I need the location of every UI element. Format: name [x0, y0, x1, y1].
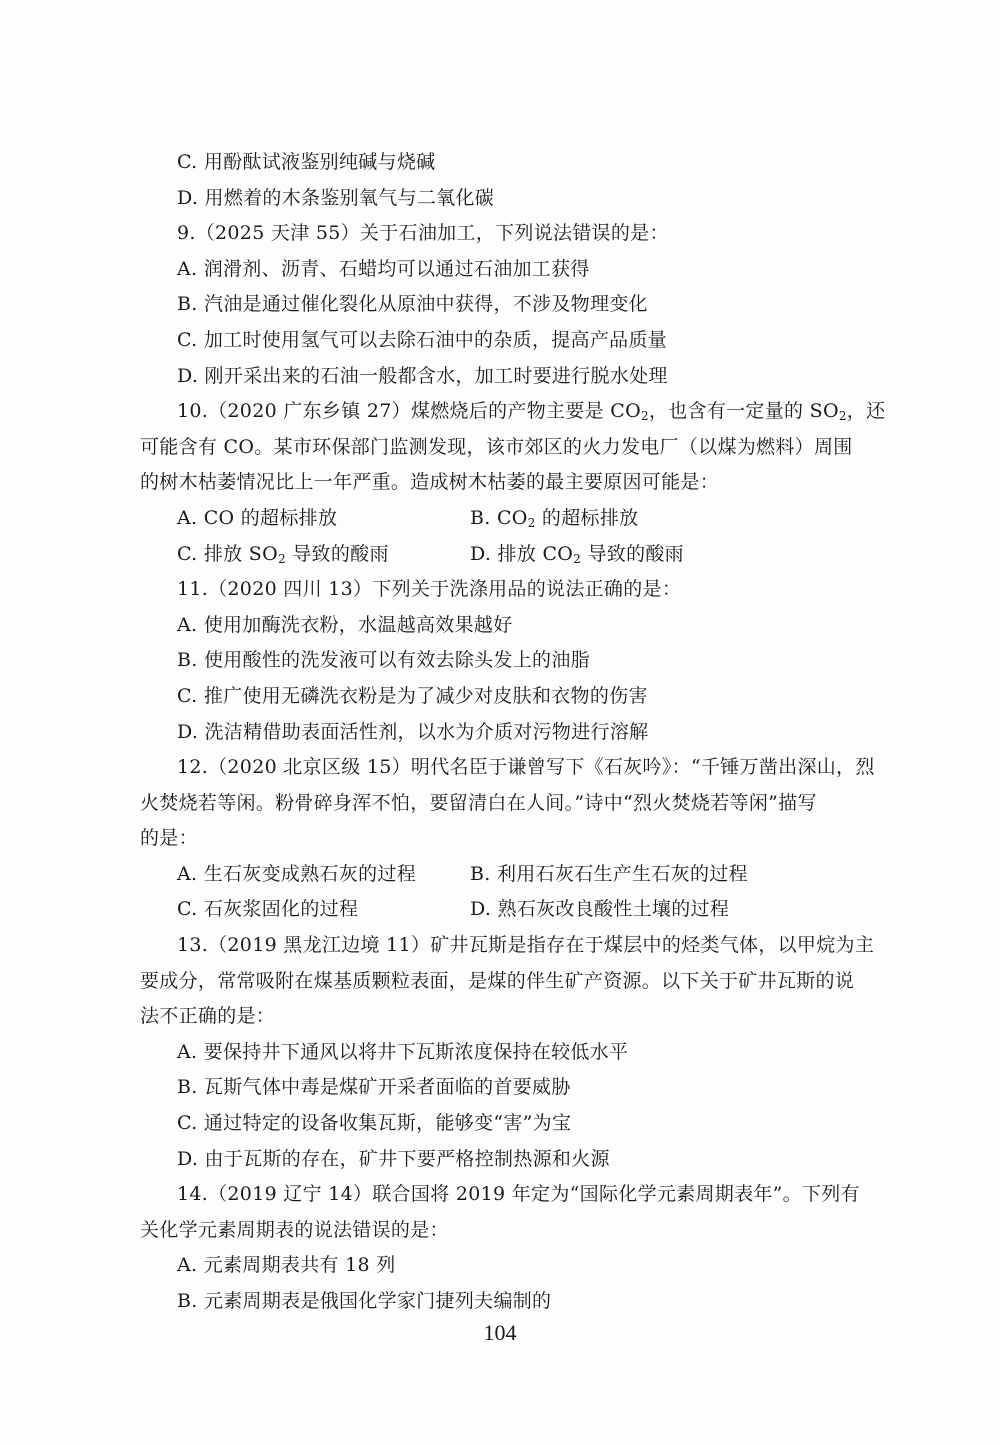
q10-options-row-1	[140, 501, 885, 537]
q10-option-b-sub: 2	[527, 515, 536, 530]
q10-option-c	[140, 537, 470, 573]
q13-stem-line-3: 法不正确的是：	[140, 1005, 276, 1028]
q9-option-b: B. 汽油是通过催化裂化从原油中获得，不涉及物理变化	[177, 293, 648, 316]
q10-stem-line-1	[140, 394, 885, 430]
q10-option-c-pre: C. 排放 SO	[177, 542, 278, 565]
q12-stem-line-1: 12.（2020 北京区级 15）明代名臣于谦曾写下《石灰吟》：“千锤万凿出深山，烈	[177, 756, 875, 779]
q10-subscript-2: 2	[838, 409, 847, 424]
q12-stem-line-3: 的是：	[140, 827, 198, 850]
q13-option-d: D. 由于瓦斯的存在，矿井下要严格控制热源和火源	[177, 1147, 610, 1170]
q11-option-d: D. 洗洁精借助表面活性剂，以水为介质对污物进行溶解	[177, 720, 649, 743]
q8-option-c: C. 用酚酞试液鉴别纯碱与烧碱	[177, 151, 436, 173]
q12-option-a: A. 生石灰变成熟石灰的过程	[177, 862, 417, 885]
q13-stem-line-1: 13.（2019 黑龙江边境 11）矿井瓦斯是指存在于煤层中的烃类气体，以甲烷为主	[177, 934, 875, 957]
q8-option-d: D. 用燃着的木条鉴别氧气与二氧化碳	[177, 186, 495, 209]
q9-stem: 9.（2025 天津 55）关于石油加工，下列说法错误的是：	[177, 222, 669, 245]
q12-option-c: C. 石灰浆固化的过程	[177, 898, 359, 921]
q10-option-b-pre: B. CO	[470, 506, 528, 529]
q9-option-c: C. 加工时使用氢气可以去除石油中的杂质，提高产品质量	[177, 328, 668, 351]
q10-option-a: A. CO 的超标排放	[177, 506, 338, 529]
q12-option-b: B. 利用石灰石生产生石灰的过程	[470, 862, 748, 885]
q14-stem-line-1: 14.（2019 辽宁 14）联合国将 2019 年定为“国际化学元素周期表年”。下列有	[177, 1183, 860, 1206]
q10-subscript-1: 2	[640, 409, 649, 424]
q10-option-d-post: 导致的酸雨	[581, 542, 684, 565]
q12-option-d: D. 熟石灰改良酸性土壤的过程	[470, 898, 730, 921]
q10-stem-text-1: 10.（2020 广东乡镇 27）煤燃烧后的产物主要是 CO	[177, 400, 641, 423]
q10-options-row-2	[140, 537, 885, 573]
q9-option-d: D. 刚开采出来的石油一般都含水，加工时要进行脱水处理	[177, 364, 668, 387]
q13-option-c: C. 通过特定的设备收集瓦斯，能够变“害”为宝	[177, 1112, 572, 1135]
q10-option-d-sub: 2	[573, 551, 582, 566]
q10-stem-text-3: ，还	[846, 400, 886, 423]
q10-option-b	[470, 501, 870, 537]
q12-stem-line-2: 火焚烧若等闲。粉骨碎身浑不怕，要留清白在人间。”诗中“烈火焚烧若等闲”描写	[140, 791, 817, 814]
q14-stem-line-2: 关化学元素周期表的说法错误的是：	[140, 1218, 449, 1241]
q11-option-a: A. 使用加酶洗衣粉，水温越高效果越好	[177, 613, 513, 636]
q12-options-row-2	[140, 892, 885, 928]
q13-option-b: B. 瓦斯气体中毒是煤矿开采者面临的首要威胁	[177, 1076, 571, 1099]
q13-option-a: A. 要保持井下通风以将井下瓦斯浓度保持在较低水平	[177, 1040, 629, 1063]
q10-option-c-sub: 2	[277, 551, 286, 566]
q10-option-c-post: 导致的酸雨	[285, 542, 389, 565]
q10-option-d-pre: D. 排放 CO	[470, 542, 574, 565]
q14-option-a: A. 元素周期表共有 18 列	[177, 1254, 396, 1277]
q11-option-b: B. 使用酸性的洗发液可以有效去除头发上的油脂	[177, 649, 590, 672]
q10-option-d	[470, 537, 870, 573]
page-number: 104	[483, 1320, 517, 1345]
q10-option-b-post: 的超标排放	[535, 506, 639, 529]
q11-option-c: C. 推广使用无磷洗衣粉是为了减少对皮肤和衣物的伤害	[177, 684, 648, 707]
q10-stem-text-2: ，也含有一定量的 SO	[648, 400, 839, 423]
q11-stem: 11.（2020 四川 13）下列关于洗涤用品的说法正确的是：	[177, 578, 682, 601]
q13-stem-line-2: 要成分，常常吸附在煤基质颗粒表面，是煤的伴生矿产资源。以下关于矿井瓦斯的说	[140, 969, 855, 992]
page-content	[140, 145, 885, 1320]
q12-options-row-1	[140, 857, 885, 893]
q14-option-b: B. 元素周期表是俄国化学家门捷列夫编制的	[177, 1290, 552, 1312]
q9-option-a: A. 润滑剂、沥青、石蜡均可以通过石油加工获得	[177, 257, 590, 280]
q10-stem-line-2: 可能含有 CO。某市环保部门监测发现，该市郊区的火力发电厂（以煤为燃料）周围	[140, 435, 853, 458]
q10-stem-line-3: 的树木枯萎情况比上一年严重。造成树木枯萎的最主要原因可能是：	[140, 471, 720, 494]
